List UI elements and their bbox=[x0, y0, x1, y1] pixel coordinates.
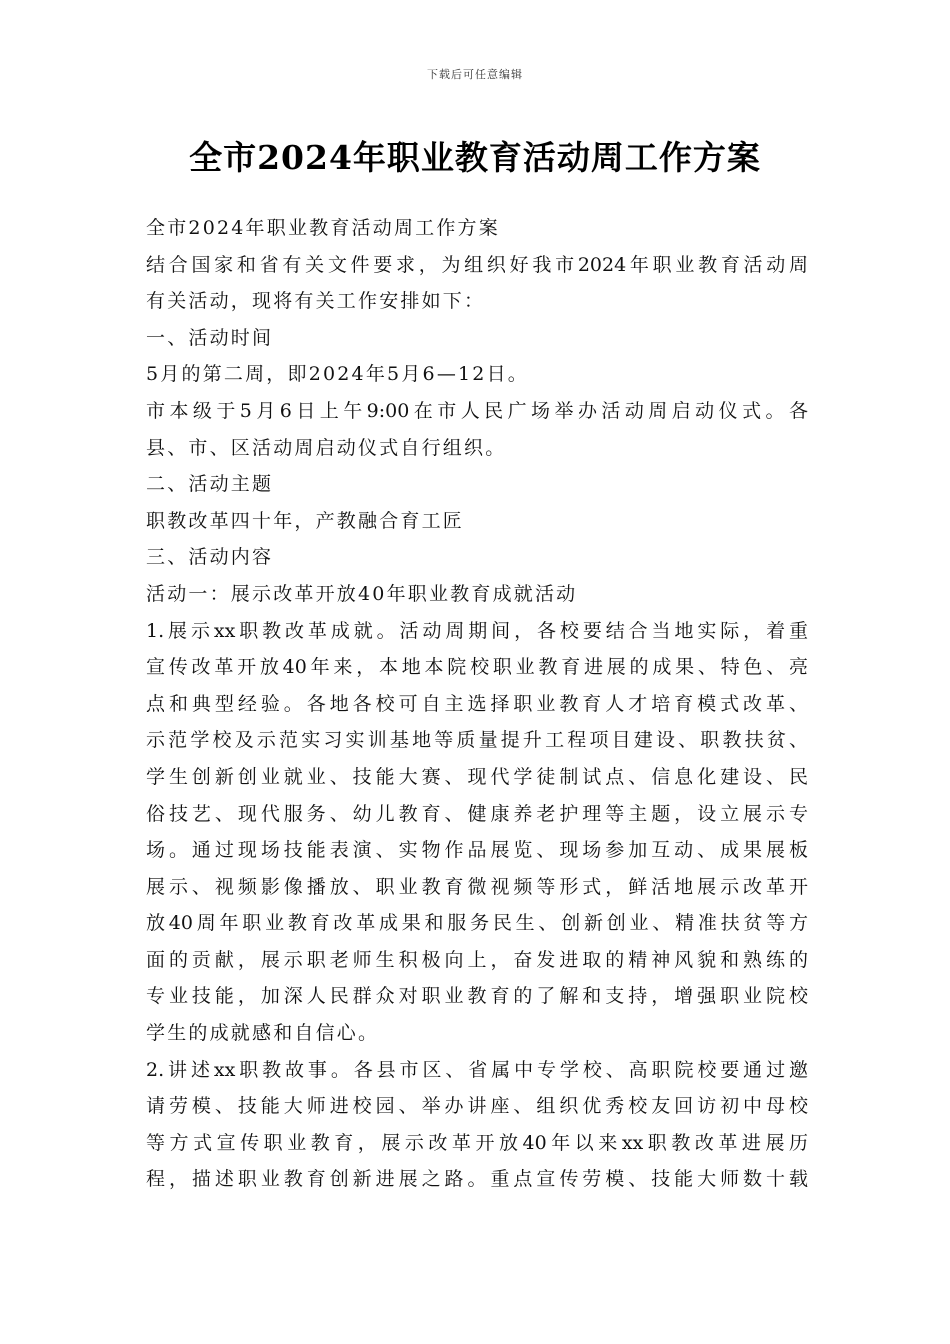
body-line: 等方式宣传职业教育，展示改革开放40年以来xx职教改革进展历 bbox=[146, 1131, 808, 1154]
body-line: 市本级于5月6日上午9:00在市人民广场举办活动周启动仪式。各 bbox=[146, 399, 808, 422]
body-line: 展示、视频影像播放、职业教育微视频等形式，鲜活地展示改革开 bbox=[146, 875, 808, 898]
body-line: 放40周年职业教育改革成果和服务民生、创新创业、精准扶贫等方 bbox=[146, 912, 808, 935]
document-body bbox=[146, 210, 808, 1198]
body-line: 活动一：展示改革开放40年职业教育成就活动 bbox=[146, 582, 578, 605]
body-line: 5月的第二周，即2024年5月6—12日。 bbox=[146, 363, 529, 386]
body-line: 程，描述职业教育创新进展之路。重点宣传劳模、技能大师数十载 bbox=[146, 1168, 808, 1191]
body-line: 一、活动时间 bbox=[146, 326, 274, 349]
body-line: 点和典型经验。各地各校可自主选择职业教育人才培育模式改革、 bbox=[146, 692, 808, 715]
body-line: 1.展示xx职教改革成就。活动周期间，各校要结合当地实际，着重 bbox=[146, 619, 808, 642]
body-line: 二、活动主题 bbox=[146, 473, 274, 496]
body-line: 职教改革四十年，产教融合育工匠 bbox=[146, 509, 465, 532]
body-line: 俗技艺、现代服务、幼儿教育、健康养老护理等主题，设立展示专 bbox=[146, 802, 808, 825]
body-line: 有关活动，现将有关工作安排如下： bbox=[146, 290, 486, 313]
body-line: 示范学校及示范实习实训基地等质量提升工程项目建设、职教扶贫、 bbox=[146, 729, 808, 752]
body-line: 2.讲述xx职教故事。各县市区、省属中专学校、高职院校要通过邀 bbox=[146, 1058, 808, 1081]
body-line: 宣传改革开放40年来，本地本院校职业教育进展的成果、特色、亮 bbox=[146, 656, 808, 679]
body-line: 专业技能，加深人民群众对职业教育的了解和支持，增强职业院校 bbox=[146, 985, 808, 1008]
header-note: 下载后可任意编辑 bbox=[427, 68, 523, 81]
body-line: 县、市、区活动周启动仪式自行组织。 bbox=[146, 436, 507, 459]
body-line: 请劳模、技能大师进校园、举办讲座、组织优秀校友回访初中母校 bbox=[146, 1095, 808, 1118]
body-line: 三、活动内容 bbox=[146, 546, 274, 569]
body-line: 学生创新创业就业、技能大赛、现代学徒制试点、信息化建设、民 bbox=[146, 765, 808, 788]
document-title: 全市2024年职业教育活动周工作方案 bbox=[189, 138, 761, 177]
body-line: 结合国家和省有关文件要求，为组织好我市2024年职业教育活动周 bbox=[146, 253, 808, 276]
body-line: 场。通过现场技能表演、实物作品展览、现场参加互动、成果展板 bbox=[146, 839, 808, 862]
body-line: 学生的成就感和自信心。 bbox=[146, 1022, 380, 1045]
body-line: 全市2024年职业教育活动周工作方案 bbox=[146, 217, 500, 239]
body-line: 面的贡献，展示职老师生积极向上，奋发进取的精神风貌和熟练的 bbox=[146, 948, 808, 971]
